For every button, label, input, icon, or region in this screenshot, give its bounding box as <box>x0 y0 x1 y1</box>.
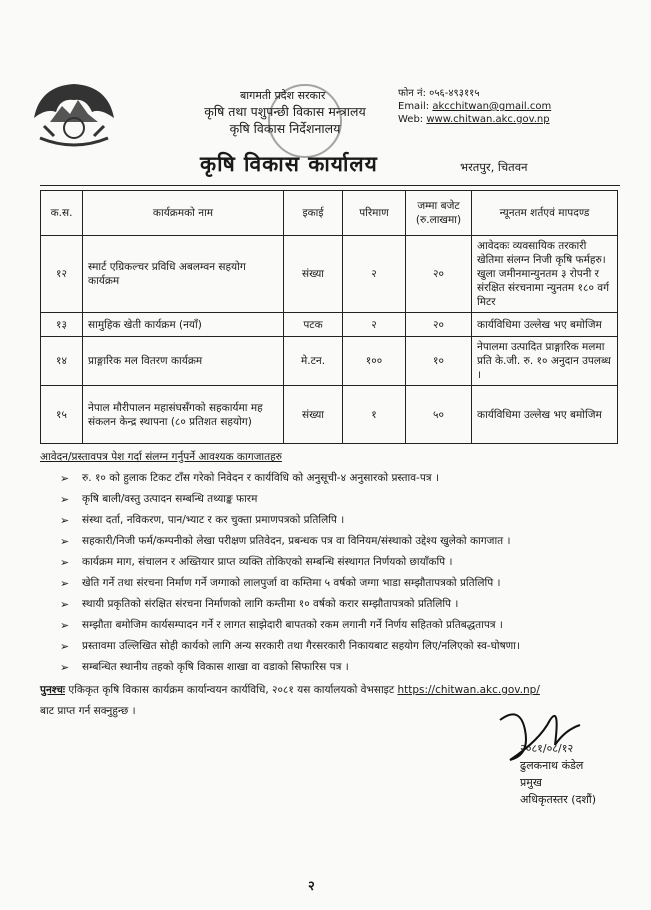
header-ministry: कृषि तथा पशुपन्छी विकास मन्त्रालय <box>204 104 366 119</box>
office-title: कृषि विकास कार्यालय <box>200 152 378 176</box>
header-divider <box>40 185 620 186</box>
list-item-text: खेति गर्ने तथा संरचना निर्माण गर्ने जग्गाको लालपुर्जा वा कम्तिमा ५ वर्षको जग्गा भाडा सम्झौतापत्रको प्रतिलिपि । <box>82 577 501 589</box>
nepal-emblem-icon <box>30 78 118 150</box>
cell-sn: १३ <box>41 313 83 337</box>
documents-list <box>40 468 620 678</box>
arrow-icon: ➢ <box>60 661 70 674</box>
arrow-icon: ➢ <box>60 556 70 569</box>
cell-name: नेपाल मौरीपालन महासंघसँगको सहकार्यमा मह संकलन केन्द्र स्थापना (८० प्रतिशत सहयोग) <box>83 386 284 444</box>
cell-criteria: आवेदकः व्यवसायिक तरकारी खेतिमा संलग्न निजी कृषि फर्महरु। खुला जमीनमान्युनतम ३ रोपनी र संरक्षित संरचनामा न्युनतम १८० वर्ग मिटर <box>472 236 618 313</box>
cell-name: स्मार्ट एग्रिकल्चर प्रविधि अबलम्वन सहयोग कार्यक्रम <box>83 236 284 313</box>
note-url-link[interactable]: https://chitwan.akc.gov.np/ <box>397 684 540 696</box>
page-number: २ <box>308 879 315 894</box>
col-budget: जम्मा बजेट (रु.लाखमा) <box>406 191 472 236</box>
signature-block <box>520 740 596 808</box>
signature-date: २०८१/०८/१२ <box>520 742 574 755</box>
cell-qty: १०० <box>343 337 406 386</box>
cell-unit: संख्या <box>284 386 343 444</box>
table-row <box>41 386 618 444</box>
cell-criteria: नेपालमा उत्पादित प्राङ्गारिक मलमा प्रति के.जी. रु. १० अनुदान उपलब्ध । <box>472 337 618 386</box>
required-documents <box>40 450 620 722</box>
signatory-role: अधिकृतस्तर (दशौं) <box>520 793 597 806</box>
list-item <box>60 510 620 531</box>
arrow-icon: ➢ <box>60 472 70 485</box>
list-item-text: संस्था दर्ता, नविकरण, पान/भ्याट र कर चुक्ता प्रमाणपत्रको प्रतिलिपि । <box>82 514 345 526</box>
list-item-text: स्थायी प्रकृतिको संरक्षित संरचना निर्माणको लागि कम्तीमा १० वर्षको करार सम्झौतापत्रको प्रतिलिपि । <box>82 598 459 610</box>
cell-criteria: कार्यविधिमा उल्लेख भए बमोजिम <box>472 386 618 444</box>
signatory-name: ढुलकनाथ कंडेल <box>520 759 584 772</box>
cell-sn: १२ <box>41 236 83 313</box>
list-item-text: सहकारी/निजी फर्म/कम्पनीको लेखा परीक्षण प्रतिवेदन, प्रबन्धक पत्र वा विनियम/संस्थाको उद्देश्य खुलेको कागजात । <box>82 535 511 547</box>
table-row <box>41 337 618 386</box>
list-item <box>60 552 620 573</box>
list-item <box>60 615 620 636</box>
list-item-text: रु. १० को हुलाक टिकट टाँस गरेको निवेदन र कार्यविधि को अनुसूची-४ अनुसारको प्रस्ताव-पत्र । <box>82 472 439 484</box>
cell-qty: १ <box>343 386 406 444</box>
list-item-text: सम्झौता बमोजिम कार्यसम्पादन गर्ने र लागत साझेदारी बापतको रकम लगानी गर्ने निर्णय सहितको प्रतिबद्धतापत्र । <box>82 619 503 631</box>
list-item <box>60 657 620 678</box>
letterhead <box>160 88 410 137</box>
cell-unit: पटक <box>284 313 343 337</box>
web-label: Web: <box>398 114 424 125</box>
arrow-icon: ➢ <box>60 598 70 611</box>
cell-name: प्राङ्गारिक मल वितरण कार्यक्रम <box>83 337 284 386</box>
list-item-text: सम्बन्धित स्थानीय तहको कृषि विकास शाखा वा वडाको सिफारिस पत्र । <box>82 661 349 673</box>
list-item <box>60 573 620 594</box>
office-location: भरतपुर, चितवन <box>460 160 528 174</box>
cell-sn: १५ <box>41 386 83 444</box>
list-item <box>60 594 620 615</box>
note-text: एकिकृत कृषि विकास कार्यक्रम कार्यान्वयन कार्यविधि, २०८१ यस कार्यालयको वेभसाइट <box>68 684 395 696</box>
documents-title: आवेदन/प्रस्तावपत्र पेश गर्दा संलग्न गर्नुपर्ने आवश्यक कागजातहरु <box>40 451 282 463</box>
note-text-end: बाट प्राप्त गर्न सक्नुहुन्छ । <box>40 705 136 717</box>
header-line1: बागमती प्रदेश सरकार <box>240 89 326 102</box>
cell-qty: २ <box>343 236 406 313</box>
header-directorate: कृषि विकास निर्देशनालय <box>229 121 341 136</box>
arrow-icon: ➢ <box>60 493 70 506</box>
list-item <box>60 636 620 657</box>
arrow-icon: ➢ <box>60 577 70 590</box>
phone-value: ०५६-४९३११५ <box>429 88 480 99</box>
col-unit: इकाई <box>284 191 343 236</box>
list-item-text: कार्यक्रम माग, संचालन र अख्तियार प्राप्त व्यक्ति तोकिएको सम्बन्धि संस्थागत निर्णयको छायाँकपि । <box>82 556 453 568</box>
col-criteria: न्यूनतम शर्तएवं मापदण्ड <box>472 191 618 236</box>
cell-qty: २ <box>343 313 406 337</box>
table-row <box>41 236 618 313</box>
cell-budget: ५० <box>406 386 472 444</box>
list-item-text: कृषि बाली/वस्तु उत्पादन सम्बन्धि तथ्याङ्क फारम <box>82 493 258 505</box>
table-header-row <box>41 191 618 236</box>
signatory-title: प्रमुख <box>520 776 542 789</box>
col-name: कार्यक्रमको नाम <box>83 191 284 236</box>
cell-sn: १४ <box>41 337 83 386</box>
cell-unit: संख्या <box>284 236 343 313</box>
col-qty: परिमाण <box>343 191 406 236</box>
table-row <box>41 313 618 337</box>
cell-budget: १० <box>406 337 472 386</box>
arrow-icon: ➢ <box>60 535 70 548</box>
program-table <box>40 190 618 444</box>
cell-name: सामुहिक खेती कार्यक्रम (नयाँ) <box>83 313 284 337</box>
arrow-icon: ➢ <box>60 619 70 632</box>
cell-budget: २० <box>406 313 472 337</box>
arrow-icon: ➢ <box>60 640 70 653</box>
email-link[interactable]: akcchitwan@gmail.com <box>432 101 552 112</box>
arrow-icon: ➢ <box>60 514 70 527</box>
note-label: पुनश्चः <box>40 684 66 696</box>
contact-block <box>398 87 551 126</box>
cell-criteria: कार्यविधिमा उल्लेख भए बमोजिम <box>472 313 618 337</box>
email-label: Email: <box>398 101 430 112</box>
list-item <box>60 531 620 552</box>
list-item-text: प्रस्तावमा उल्लिखित सोही कार्यको लागि अन्य सरकारी तथा गैरसरकारी निकायबाट सहयोग लिए/नलिएको स्व-घोषणा। <box>82 640 520 652</box>
cell-budget: २० <box>406 236 472 313</box>
col-sn: क.स. <box>41 191 83 236</box>
cell-unit: मे.टन. <box>284 337 343 386</box>
phone-label: फोन नं: <box>398 88 426 99</box>
web-link[interactable]: www.chitwan.akc.gov.np <box>426 114 550 125</box>
list-item <box>60 468 620 489</box>
list-item <box>60 489 620 510</box>
